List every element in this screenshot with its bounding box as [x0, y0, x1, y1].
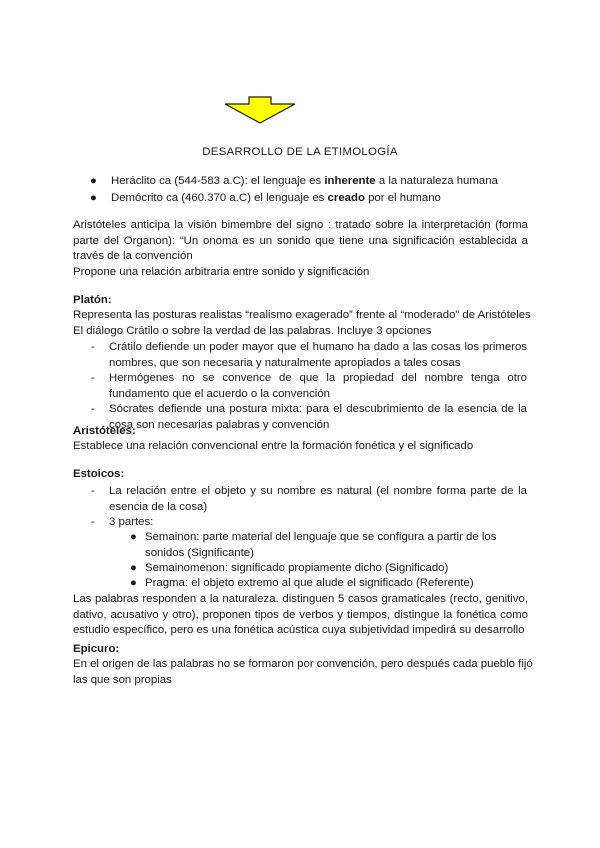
estoicos-sub-pragma: Pragma: el objeto extremo al que alude el significado (Referente) [145, 577, 474, 589]
platon-item-cratilo: Crátilo defiende un poder mayor que el humano ha dado a las cosas los primeros nombres, que son necesaria y naturalmente apropiados a tales cosas [109, 341, 527, 369]
down-arrow-icon [224, 96, 296, 124]
platon-heading: Platón: [73, 294, 112, 306]
dash-icon: - [91, 516, 95, 528]
estoicos-paragraph: Las palabras responden a la naturaleza. distinguen 5 casos gramaticales (recto, genitivo, dativo, acusativo y otro), proponen tipos de verbos y tiempos, distingue la fonética como estudio específico, pero es una fonética acústica cuya subjetividad impedirá su desarrollo [73, 593, 528, 637]
aristoteles-intro-line: Propone una relación arbitraria entre sonido y significación [73, 266, 370, 278]
bullet-icon: ● [90, 175, 97, 187]
bullet-democrito: Demócrito ca (460.370 a.C) el lenguaje es creado por el humano [111, 192, 441, 204]
estoicos-sub-semainon: Semainon: parte material del lenguaje que se configura a partir de los sonidos (Significante) [145, 531, 497, 559]
aristoteles-heading: Aristóteles: [73, 425, 136, 437]
bullet-icon: ● [90, 192, 97, 204]
page-title: DESARROLLO DE LA ETIMOLOGÍA [202, 146, 398, 158]
estoicos-item-relacion: La relación entre el objeto y su nombre es natural (el nombre forma parte de la esencia de la cosa) [109, 485, 527, 513]
aristoteles-intro-paragraph: Aristóteles anticipa la visión bimembre del signo : tratado sobre la interpretación (forma parte del Organon): “Un onoma es un sonido que tiene una significación establecida a través de la convención [73, 219, 528, 263]
aristoteles-text: Establece una relación convencional entre la formación fonética y el significado [73, 440, 474, 452]
bullet-icon: ● [130, 577, 137, 589]
platon-line-1: Representa las posturas realistas “realismo exagerado” frente al “moderado” de Aristóteles [73, 309, 531, 321]
dash-icon: - [91, 372, 95, 384]
platon-line-2: El diálogo Crátilo o sobre la verdad de las palabras. Incluye 3 opciones [73, 325, 432, 337]
bullet-icon: ● [130, 562, 137, 574]
dash-icon: - [91, 403, 95, 415]
platon-item-hermogenes: Hermógenes no se convence de que la propiedad del nombre tenga otro fundamento que el acuerdo o la convención [109, 372, 527, 400]
estoicos-item-partes: 3 partes: [109, 516, 154, 528]
estoicos-heading: Estoicos: [73, 468, 125, 480]
epicuro-text: En el origen de las palabras no se formaron por convención, pero después cada pueblo fijó las que son propias [73, 658, 533, 686]
estoicos-sub-semainomenon: Semainomenon: significado propiamente dicho (Significado) [145, 562, 449, 574]
bullet-heraclito: Heráclito ca (544-583 a.C): el lenguaje es inherente a la naturaleza humana [111, 175, 498, 187]
bullet-icon: ● [130, 531, 137, 543]
dash-icon: - [91, 341, 95, 353]
epicuro-heading: Epicuro: [73, 643, 120, 655]
platon-item-socrates: Sócrates defiende una postura mixta: para el descubrimiento de la esencia de la cosa son necesarias palabras y convención [109, 403, 527, 431]
dash-icon: - [91, 485, 95, 497]
